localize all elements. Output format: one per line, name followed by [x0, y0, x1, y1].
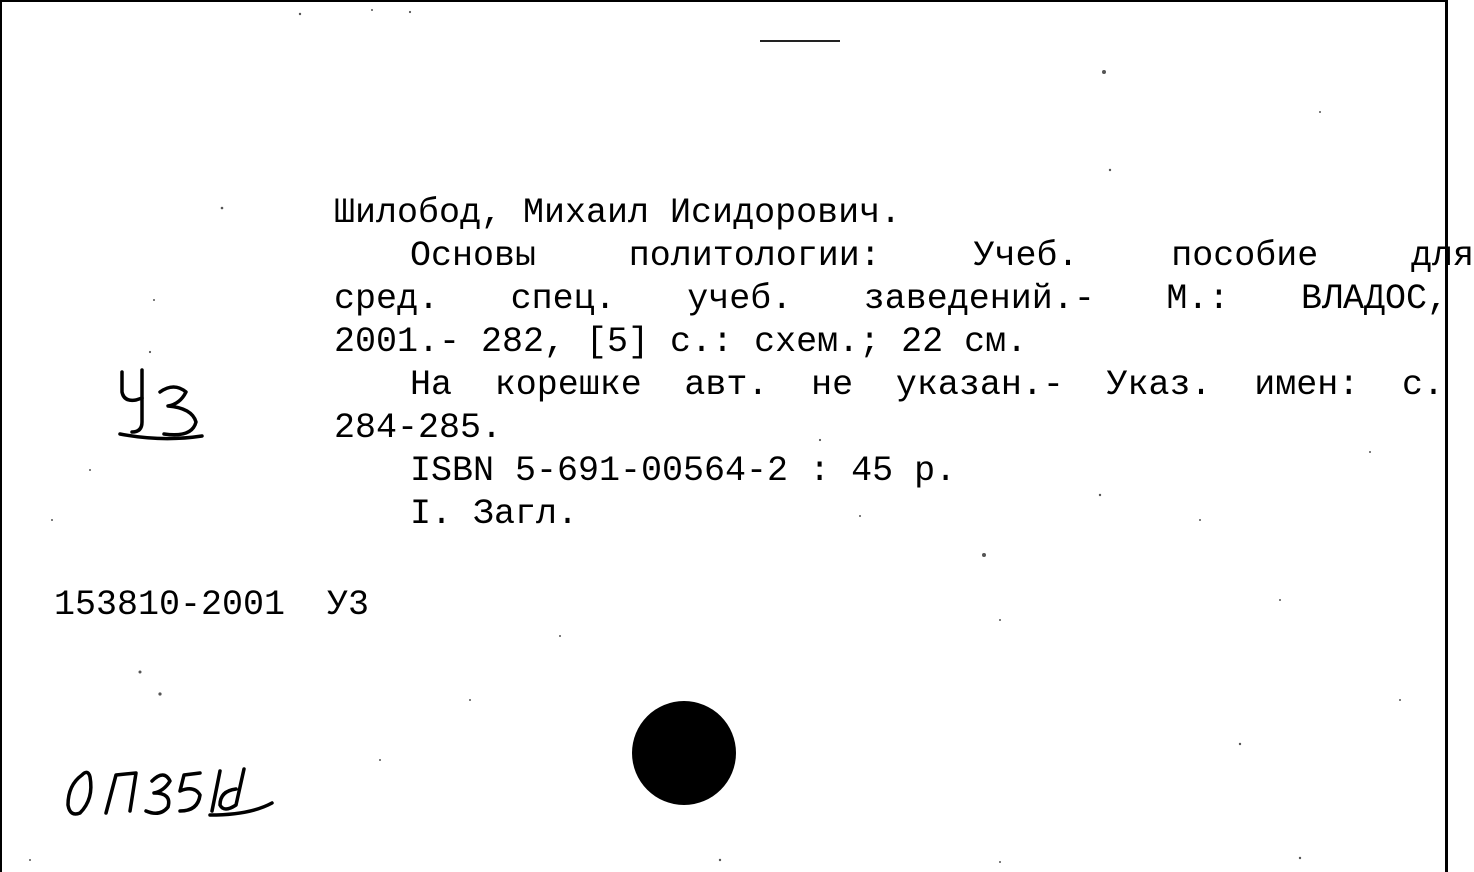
title-word: пособие — [1171, 236, 1319, 276]
handwritten-shelfmark — [112, 362, 208, 446]
note-word: имен: — [1254, 365, 1360, 405]
publication-word: М.: — [1166, 279, 1230, 319]
publication-word: ВЛАДОС, — [1300, 279, 1448, 319]
bibliographic-entry — [334, 192, 1474, 536]
publication-word: заведений.- — [863, 279, 1095, 319]
publication-word: сред. — [334, 279, 440, 319]
publication-word: учеб. — [687, 279, 793, 319]
author-heading: Шилобод, Михаил Исидорович. — [334, 193, 902, 233]
note-word: указан.- — [895, 365, 1064, 405]
handwritten-code — [60, 755, 280, 830]
title-word: Основы — [410, 236, 537, 276]
accession-number: 153810-2001 У3 — [54, 585, 370, 625]
note-word: корешке — [494, 365, 642, 405]
note-word: авт. — [684, 365, 769, 405]
title-line — [334, 235, 1474, 278]
note-word: На — [410, 365, 453, 405]
title-word: для — [1410, 236, 1474, 276]
note-word: с. — [1401, 365, 1444, 405]
note-pages: 284-285. — [334, 408, 503, 448]
punch-hole — [632, 701, 736, 805]
note-line — [334, 364, 1474, 407]
publication-line — [334, 278, 1474, 321]
note-word: не — [811, 365, 854, 405]
title-word: Учеб. — [973, 236, 1079, 276]
note-word: Указ. — [1106, 365, 1212, 405]
title-word: политологии: — [628, 236, 881, 276]
physical-description: 2001.- 282, [5] с.: схем.; 22 см. — [334, 322, 1028, 362]
publication-word: спец. — [510, 279, 616, 319]
tracing-line: I. Загл. — [410, 494, 579, 534]
isbn-line: ISBN 5-691-00564-2 : 45 р. — [410, 451, 957, 491]
